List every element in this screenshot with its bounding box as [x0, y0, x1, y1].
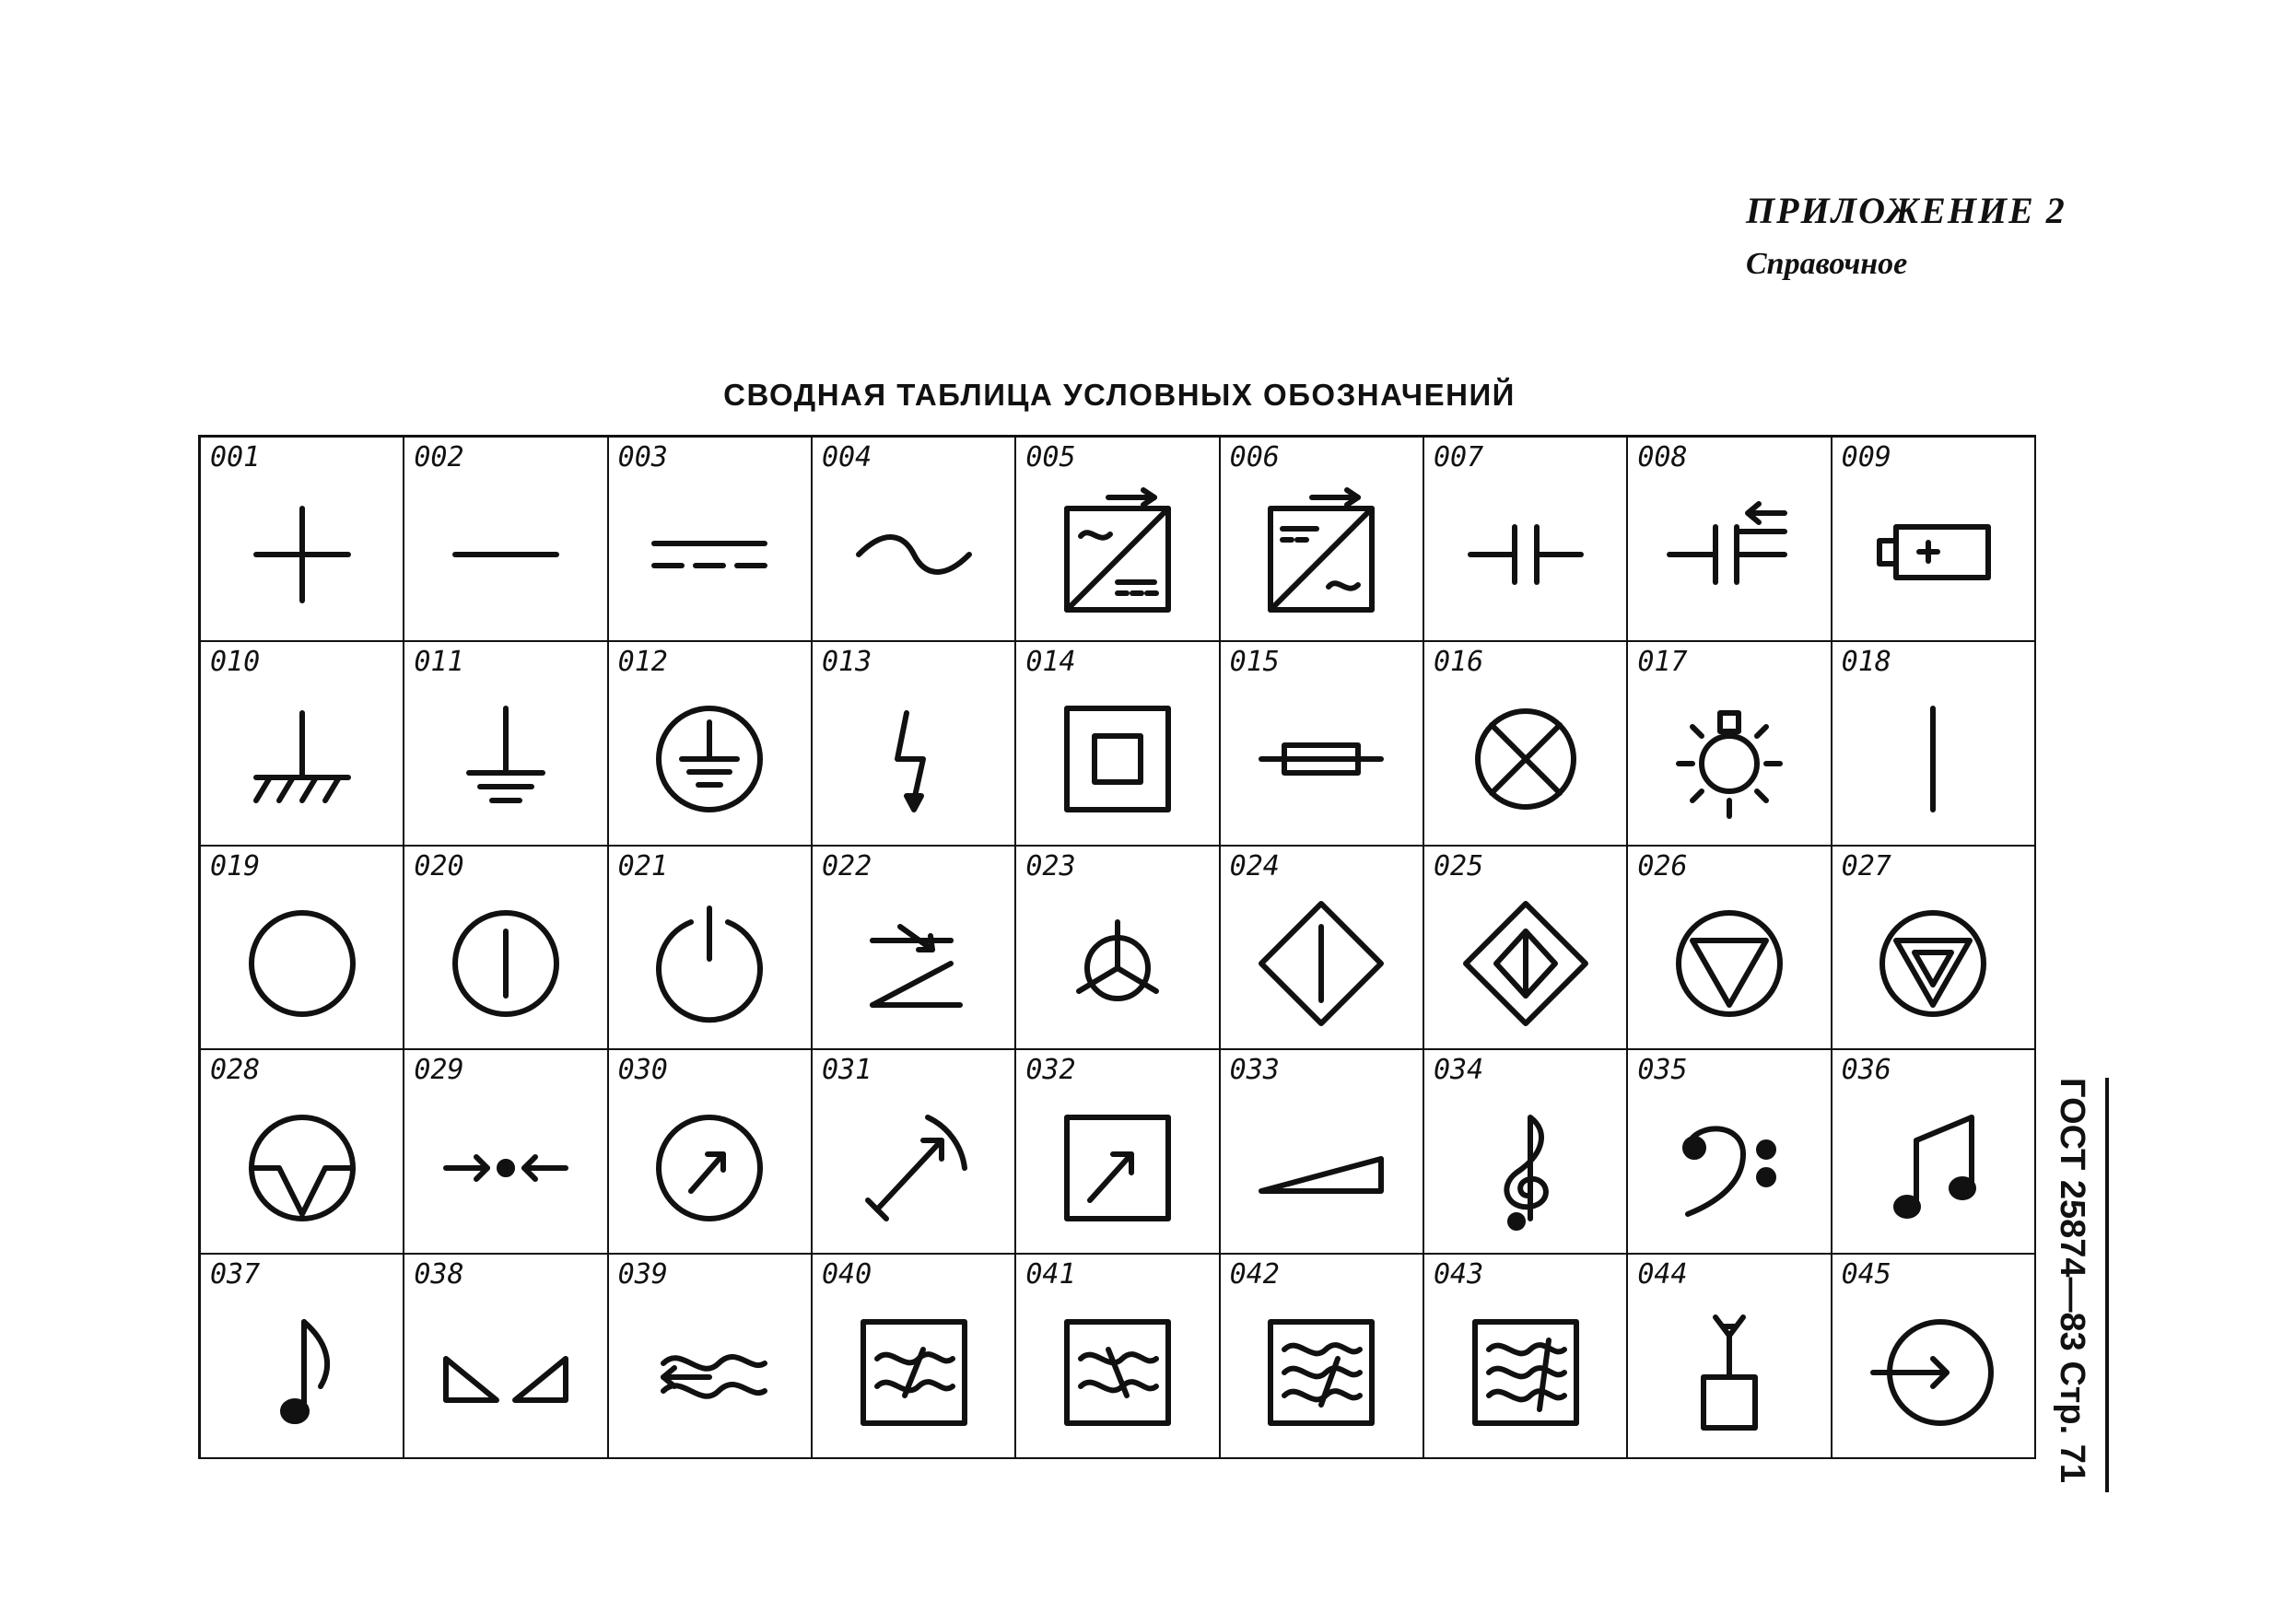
symbol-cell [1424, 642, 1628, 847]
alternating-current-icon [849, 490, 978, 619]
symbol-number: 017 [1637, 645, 1688, 678]
symbol-number: 026 [1637, 849, 1688, 882]
symbol-cell [609, 438, 813, 642]
standard-reference: ГОСТ 25874—83 Стр. 71 [2053, 1078, 2091, 1484]
symbol-cell [1424, 1255, 1628, 1459]
symbol-number: 042 [1229, 1258, 1280, 1291]
symbol-number: 039 [617, 1258, 668, 1291]
brightness-icon [849, 899, 978, 1028]
symbol-cell [1832, 1255, 2036, 1459]
symbol-cell [201, 847, 404, 1051]
symbol-number: 043 [1433, 1258, 1484, 1291]
symbol-cell [609, 1050, 813, 1255]
on-line-icon [1868, 695, 1997, 824]
symbol-number: 001 [210, 441, 261, 473]
table-title: СВОДНАЯ ТАБЛИЦА УСЛОВНЫХ ОБОЗНАЧЕНИЙ [723, 378, 1516, 412]
symbol-number: 022 [821, 849, 872, 882]
symbol-cell [1221, 642, 1424, 847]
symbol-number: 045 [1841, 1258, 1891, 1291]
fuse-icon [1257, 695, 1386, 824]
symbol-cell [1424, 847, 1628, 1051]
symbol-cell [1016, 642, 1220, 847]
symbol-cell [1832, 847, 2036, 1051]
symbol-number: 044 [1637, 1258, 1688, 1291]
wave-arrow-icon [645, 1308, 774, 1437]
symbol-number: 034 [1433, 1054, 1484, 1087]
symbol-cell [404, 1255, 608, 1459]
waves-box-variant-icon [1053, 1308, 1182, 1437]
symbol-cell [1221, 847, 1424, 1051]
direct-current-icon [645, 490, 774, 619]
symbol-number: 029 [414, 1054, 464, 1087]
input-circle-icon [1868, 1308, 1997, 1437]
symbol-cell [404, 847, 608, 1051]
variable-capacitor-icon [1665, 490, 1794, 619]
symbol-cell [1628, 642, 1832, 847]
symbol-number: 024 [1229, 849, 1280, 882]
symbol-cell [1628, 438, 1832, 642]
symbols-table [198, 435, 2036, 1459]
symbol-number: 014 [1025, 645, 1076, 678]
waves-box-icon [849, 1308, 978, 1437]
symbol-number: 010 [210, 645, 261, 678]
symbol-cell [1628, 1050, 1832, 1255]
symbol-cell [1628, 1255, 1832, 1459]
symbol-number: 013 [821, 645, 872, 678]
symbol-number: 040 [821, 1258, 872, 1291]
capacitor-icon [1461, 490, 1590, 619]
symbol-number: 032 [1025, 1054, 1076, 1087]
symbol-number: 004 [821, 441, 872, 473]
symbol-cell [404, 642, 608, 847]
symbol-cell [1221, 1255, 1424, 1459]
on-off-circle-icon [441, 899, 570, 1028]
protective-ground-icon [645, 695, 774, 824]
symbol-number: 012 [617, 645, 668, 678]
treble-clef-icon [1461, 1104, 1590, 1233]
triangle-circle-icon [1665, 899, 1794, 1028]
symbol-cell [1016, 438, 1220, 642]
symbol-cell [1221, 1050, 1424, 1255]
symbol-cell [813, 642, 1016, 847]
symbol-number: 031 [821, 1054, 872, 1087]
symbol-cell [813, 438, 1016, 642]
symbol-cell [201, 1255, 404, 1459]
frame-ground-icon [238, 695, 367, 824]
symbol-number: 011 [414, 645, 464, 678]
symbol-cell [1424, 438, 1628, 642]
reference-note: Справочное [1746, 247, 1908, 281]
symbol-number: 006 [1229, 441, 1280, 473]
square-arrow-icon [1053, 1104, 1182, 1233]
symbol-number: 033 [1229, 1054, 1280, 1087]
symbol-cell [1424, 1050, 1628, 1255]
symbol-number: 025 [1433, 849, 1484, 882]
symbol-number: 037 [210, 1258, 261, 1291]
minus-line-icon [441, 490, 570, 619]
symbol-cell [404, 438, 608, 642]
symbol-number: 020 [414, 849, 464, 882]
balance-wedges-icon [441, 1308, 570, 1437]
symbol-number: 008 [1637, 441, 1688, 473]
symbol-cell [1016, 1255, 1220, 1459]
symbol-number: 023 [1025, 849, 1076, 882]
symbol-number: 019 [210, 849, 261, 882]
symbol-cell [1832, 642, 2036, 847]
symbol-number: 003 [617, 441, 668, 473]
symbol-number: 016 [1433, 645, 1484, 678]
symbol-cell [201, 438, 404, 642]
converging-arrows-icon [441, 1104, 570, 1233]
symbol-number: 030 [617, 1054, 668, 1087]
notch-circle-icon [238, 1104, 367, 1233]
sidebar-rule [2105, 1078, 2109, 1492]
symbol-cell [201, 642, 404, 847]
dc-ac-converter-icon [1257, 490, 1386, 619]
symbol-cell [1832, 438, 2036, 642]
symbol-number: 005 [1025, 441, 1076, 473]
high-voltage-icon [849, 695, 978, 824]
symbol-cell [609, 847, 813, 1051]
diamond-double-icon [1461, 899, 1590, 1028]
double-triangle-circle-icon [1868, 899, 1997, 1028]
symbol-number: 007 [1433, 441, 1484, 473]
symbol-cell [1628, 847, 1832, 1051]
symbol-cell [201, 1050, 404, 1255]
symbol-number: 015 [1229, 645, 1280, 678]
beamed-notes-icon [1868, 1104, 1997, 1233]
ac-dc-converter-icon [1053, 490, 1182, 619]
symbol-cell [1016, 847, 1220, 1051]
symbol-cell [813, 1050, 1016, 1255]
volume-wedge-icon [1257, 1104, 1386, 1233]
symbol-cell [813, 1255, 1016, 1459]
battery-icon [1868, 490, 1997, 619]
triple-waves-box-icon [1257, 1308, 1386, 1437]
symbol-number: 027 [1841, 849, 1891, 882]
symbol-cell [1016, 1050, 1220, 1255]
appendix-label: ПРИЛОЖЕНИЕ 2 [1746, 190, 2067, 231]
symbol-number: 038 [414, 1258, 464, 1291]
symbol-cell [1832, 1050, 2036, 1255]
meter-arrow-icon [849, 1104, 978, 1233]
fan-icon [1053, 899, 1182, 1028]
diamond-line-icon [1257, 899, 1386, 1028]
triple-waves-box-variant-icon [1461, 1308, 1590, 1437]
light-bulb-icon [1665, 695, 1794, 824]
symbol-number: 041 [1025, 1258, 1076, 1291]
bass-clef-icon [1665, 1104, 1794, 1233]
symbol-number: 035 [1637, 1054, 1688, 1087]
symbol-number: 002 [414, 441, 464, 473]
standby-power-icon [645, 899, 774, 1028]
off-circle-icon [238, 899, 367, 1028]
symbol-number: 021 [617, 849, 668, 882]
symbol-cell [609, 642, 813, 847]
plus-icon [238, 490, 367, 619]
double-insulation-icon [1053, 695, 1182, 824]
symbol-number: 009 [1841, 441, 1891, 473]
symbol-cell [609, 1255, 813, 1459]
symbol-cell [404, 1050, 608, 1255]
antenna-box-icon [1665, 1308, 1794, 1437]
ground-icon [441, 695, 570, 824]
symbol-number: 018 [1841, 645, 1891, 678]
lamp-icon [1461, 695, 1590, 824]
circle-arrow-icon [645, 1104, 774, 1233]
symbol-number: 036 [1841, 1054, 1891, 1087]
eighth-note-icon [238, 1308, 367, 1437]
symbol-cell [813, 847, 1016, 1051]
symbol-number: 028 [210, 1054, 261, 1087]
symbol-cell [1221, 438, 1424, 642]
